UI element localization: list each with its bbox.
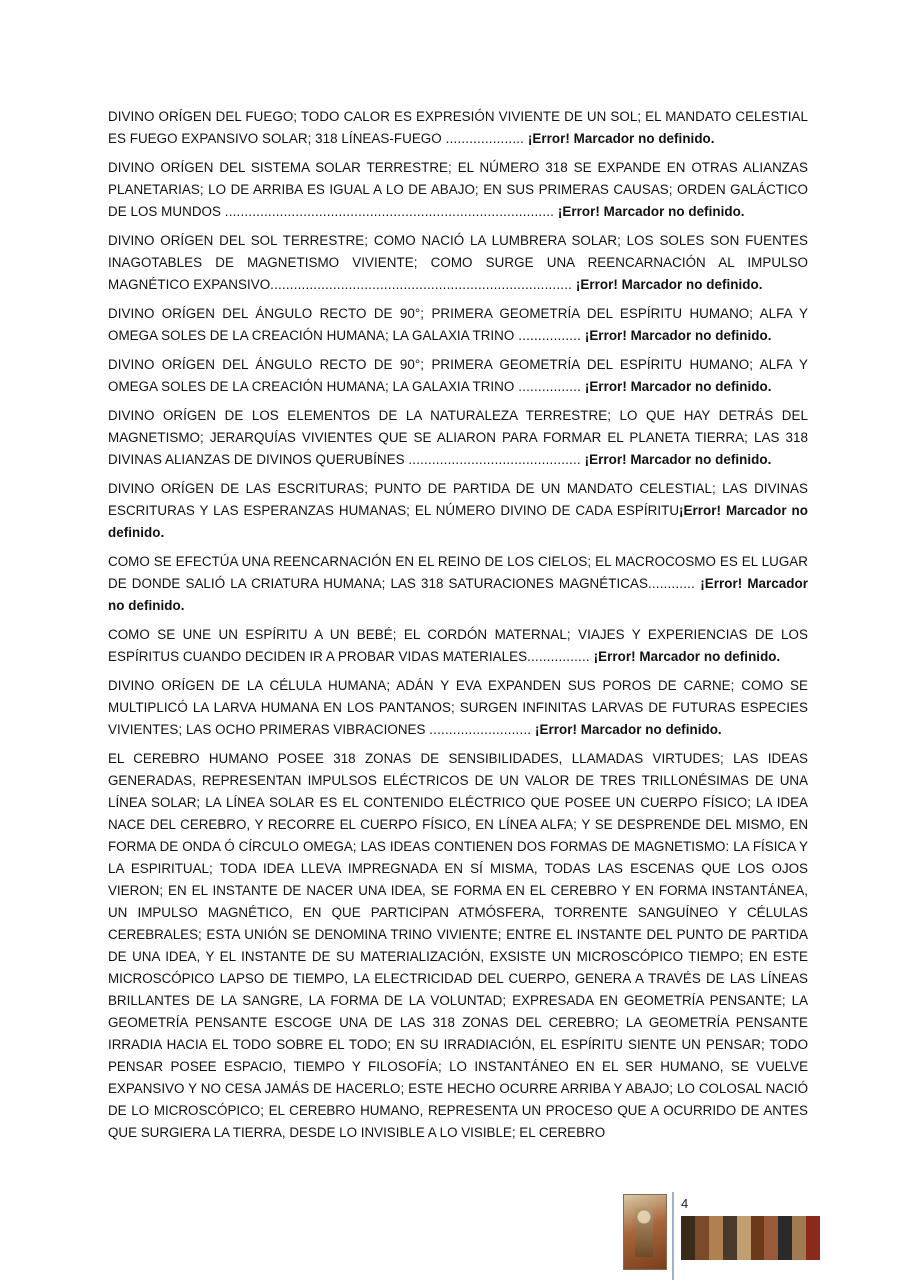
- toc-entry-title: DIVINO ORÍGEN DEL FUEGO; TODO CALOR ES EXPRESIÓN VIVIENTE DE UN SOL; EL MANDATO CELESTIAL ES FUEGO EXPANSIVO SOLAR; 318 LÍNEAS-FUEGO: [108, 109, 808, 146]
- toc-entry[interactable]: [108, 478, 808, 544]
- toc-entry-title: DIVINO ORÍGEN DEL SISTEMA SOLAR TERRESTRE; EL NÚMERO 318 SE EXPANDE EN OTRAS ALIANZAS PLANETARIAS; LO DE ARRIBA ES IGUAL A LO DE ABAJO; EN SUS PRIMERAS CAUSAS; ORDEN GALÁCTICO DE LOS MUNDOS: [108, 160, 808, 219]
- toc-leader-dots: ................: [514, 379, 582, 394]
- toc-error-marker: ¡Error! Marcador no definido.: [584, 328, 772, 343]
- collage-tile: [737, 1216, 751, 1260]
- toc-entry-title: COMO SE UNE UN ESPÍRITU A UN BEBÉ; EL CORDÓN MATERNAL; VIAJES Y EXPERIENCIAS DE LOS ESPÍRITUS CUANDO DECIDEN IR A PROBAR VIDAS MATERIALES: [108, 627, 808, 664]
- toc-error-marker: ¡Error! Marcador no definido.: [584, 379, 772, 394]
- toc-entry-title: DIVINO ORÍGEN DEL ÁNGULO RECTO DE 90°; PRIMERA GEOMETRÍA DEL ESPÍRITU HUMANO; ALFA Y OMEGA SOLES DE LA CREACIÓN HUMANA; LA GALAXIA TRINO: [108, 306, 808, 343]
- collage-tile: [751, 1216, 765, 1260]
- toc-entry-title: DIVINO ORÍGEN DE LAS ESCRITURAS; PUNTO DE PARTIDA DE UN MANDATO CELESTIAL; LAS DIVINAS ESCRITURAS Y LAS ESPERANZAS HUMANAS; EL NÚMERO DIVINO DE CADA ESPÍRITU: [108, 481, 808, 518]
- toc-entry[interactable]: [108, 230, 808, 296]
- page-number: 4: [681, 1196, 689, 1211]
- collage-tile: [695, 1216, 709, 1260]
- toc-error-marker: ¡Error! Marcador no definido.: [108, 503, 808, 540]
- toc-error-marker: ¡Error! Marcador no definido.: [593, 649, 781, 664]
- toc-entry[interactable]: [108, 624, 808, 668]
- toc-error-marker: ¡Error! Marcador no definido.: [584, 452, 772, 467]
- toc-entry-title: DIVINO ORÍGEN DEL ÁNGULO RECTO DE 90°; PRIMERA GEOMETRÍA DEL ESPÍRITU HUMANO; ALFA Y OMEGA SOLES DE LA CREACIÓN HUMANA; LA GALAXIA TRINO: [108, 357, 808, 394]
- alien-figure-image: [623, 1194, 667, 1270]
- collage-tile: [778, 1216, 792, 1260]
- collage-tile: [709, 1216, 723, 1260]
- toc-leader-dots: ................: [527, 649, 590, 664]
- toc-entry-title: DIVINO ORÍGEN DE LOS ELEMENTOS DE LA NATURALEZA TERRESTRE; LO QUE HAY DETRÁS DEL MAGNETISMO; JERARQUÍAS VIVIENTES QUE SE ALIARON PARA FORMAR EL PLANETA TIERRA; LAS 318 DIVINAS ALIANZAS DE DIVINOS QUERUBÍNES: [108, 408, 808, 467]
- collage-image-strip: [681, 1216, 820, 1260]
- toc-leader-dots: ....................: [441, 131, 525, 146]
- toc-entry[interactable]: [108, 354, 808, 398]
- toc-entry[interactable]: [108, 675, 808, 741]
- collage-tile: [764, 1216, 778, 1260]
- toc-error-marker: ¡Error! Marcador no definido.: [535, 722, 722, 737]
- collage-tile: [806, 1216, 820, 1260]
- toc-leader-dots: ............: [647, 576, 701, 591]
- toc-entry-title: DIVINO ORÍGEN DEL SOL TERRESTRE; COMO NACIÓ LA LUMBRERA SOLAR; LOS SOLES SON FUENTES INAGOTABLES DE MAGNETISMO VIVIENTE; COMO SURGE UNA REENCARNACIÓN AL IMPULSO MAGNÉTICO EXPANSIVO: [108, 233, 808, 292]
- collage-tile: [792, 1216, 806, 1260]
- toc-leader-dots: ............................................: [408, 452, 581, 467]
- toc-error-marker: ¡Error! Marcador no definido.: [108, 576, 808, 613]
- toc-error-marker: ¡Error! Marcador no definido.: [557, 204, 745, 219]
- toc-entry[interactable]: [108, 405, 808, 471]
- footer-divider: [672, 1192, 674, 1280]
- toc-leader-dots: ....................................................................................: [224, 204, 555, 219]
- toc-leader-dots: ................: [514, 328, 582, 343]
- toc-entry[interactable]: [108, 303, 808, 347]
- body-paragraph: EL CEREBRO HUMANO POSEE 318 ZONAS DE SENSIBILIDADES, LLAMADAS VIRTUDES; LAS IDEAS GENERADAS, REPRESENTAN IMPULSOS ELÉCTRICOS DE UN VALOR DE TRES TRILLONÉSIMAS DE UNA LÍNEA SOLAR; LA LÍNEA SOLAR ES EL CONTENIDO ELÉCTRICO QUE POSEE UN CUERPO FÍSICO; LA IDEA NACE DEL CEREBRO, Y RECORRE EL CUERPO FÍSICO, EN LÍNEA ALFA; Y SE DESPRENDE DEL MISMO, EN FORMA DE ONDA Ó CÍRCULO OMEGA; LAS IDEAS CONTIENEN DOS FORMAS DE MAGNETISMO: LA FÍSICA Y LA ESPIRITUAL; TODA IDEA LLEVA IMPREGNADA EN SÍ MISMA, TODAS LAS ESCENAS QUE LOS OJOS VIERON; EN EL INSTANTE DE NACER UNA IDEA, SE FORMA EN EL CEREBRO Y EN FORMA INSTANTÁNEA, UN IMPULSO MAGNÉTICO, EN QUE PARTICIPAN ATMÓSFERA, TORRENTE SANGUÍNEO Y CÉLULAS CEREBRALES; ESTA UNIÓN SE DENOMINA TRINO VIVIENTE; ENTRE EL INSTANTE DEL PUNTO DE PARTIDA DE UNA IDEA, Y EL INSTANTE DE SU MATERIALIZACIÓN, EXSISTE UN MICROSCÓPICO TIEMPO; EN ESTE MICROSCÓPICO LAPSO DE TIEMPO, LA ELECTRICIDAD DEL CUERPO, GENERA A TRAVÉS DE LAS LÍNEAS BRILLANTES DE LA SANGRE, LA FORMA DE LA VOLUNTAD; EXPRESADA EN GEOMETRÍA PENSANTE; LA GEOMETRÍA PENSANTE ESCOGE UNA DE LAS 318 ZONAS DEL CEREBRO; LA GEOMETRÍA PENSANTE IRRADIA HACIA EL TODO SOBRE EL TODO; EN SU IRRADIACIÓN, EL ESPÍRITU SIENTE UN PENSAR; TODO PENSAR POSEE ESPACIO, TIEMPO Y FILOSOFÍA; LO INSTANTÁNEO EN EL SER HUMANO, SE VUELVE EXPANSIVO Y NO CESA JAMÁS DE HACERLO; ESTE HECHO OCURRE ARRIBA Y ABAJO; LO COLOSAL NACIÓ DE LO MICROSCÓPICO; EL CEREBRO HUMANO, REPRESENTA UN PROCESO QUE A OCURRIDO DE ANTES QUE SURGIERA LA TIERRA, DESDE LO INVISIBLE A LO VISIBLE; EL CEREBRO: [108, 751, 808, 1140]
- table-of-contents: [108, 106, 808, 1144]
- toc-entry[interactable]: [108, 106, 808, 150]
- toc-error-marker: ¡Error! Marcador no definido.: [575, 277, 763, 292]
- toc-leader-dots: ..........................: [429, 722, 532, 737]
- collage-tile: [681, 1216, 695, 1260]
- figure-shape: [635, 1207, 653, 1257]
- collage-tile: [723, 1216, 737, 1260]
- page-footer: [620, 1192, 820, 1280]
- toc-error-marker: ¡Error! Marcador no definido.: [527, 131, 715, 146]
- toc-leader-dots: .............................................................................: [270, 277, 573, 292]
- toc-entry-title: DIVINO ORÍGEN DE LA CÉLULA HUMANA; ADÁN Y EVA EXPANDEN SUS POROS DE CARNE; COMO SE MULTIPLICÓ LA LARVA HUMANA EN LOS PANTANOS; SURGEN INFINITAS LARVAS DE FUTURAS ESPECIES VIVIENTES; LAS OCHO PRIMERAS VIBRACIONES: [108, 678, 808, 737]
- toc-entry-title: COMO SE EFECTÚA UNA REENCARNACIÓN EN EL REINO DE LOS CIELOS; EL MACROCOSMO ES EL LUGAR DE DONDE SALIÓ LA CRIATURA HUMANA; LAS 318 SATURACIONES MAGNÉTICAS: [108, 554, 808, 591]
- toc-entry[interactable]: [108, 157, 808, 223]
- toc-entry[interactable]: [108, 551, 808, 617]
